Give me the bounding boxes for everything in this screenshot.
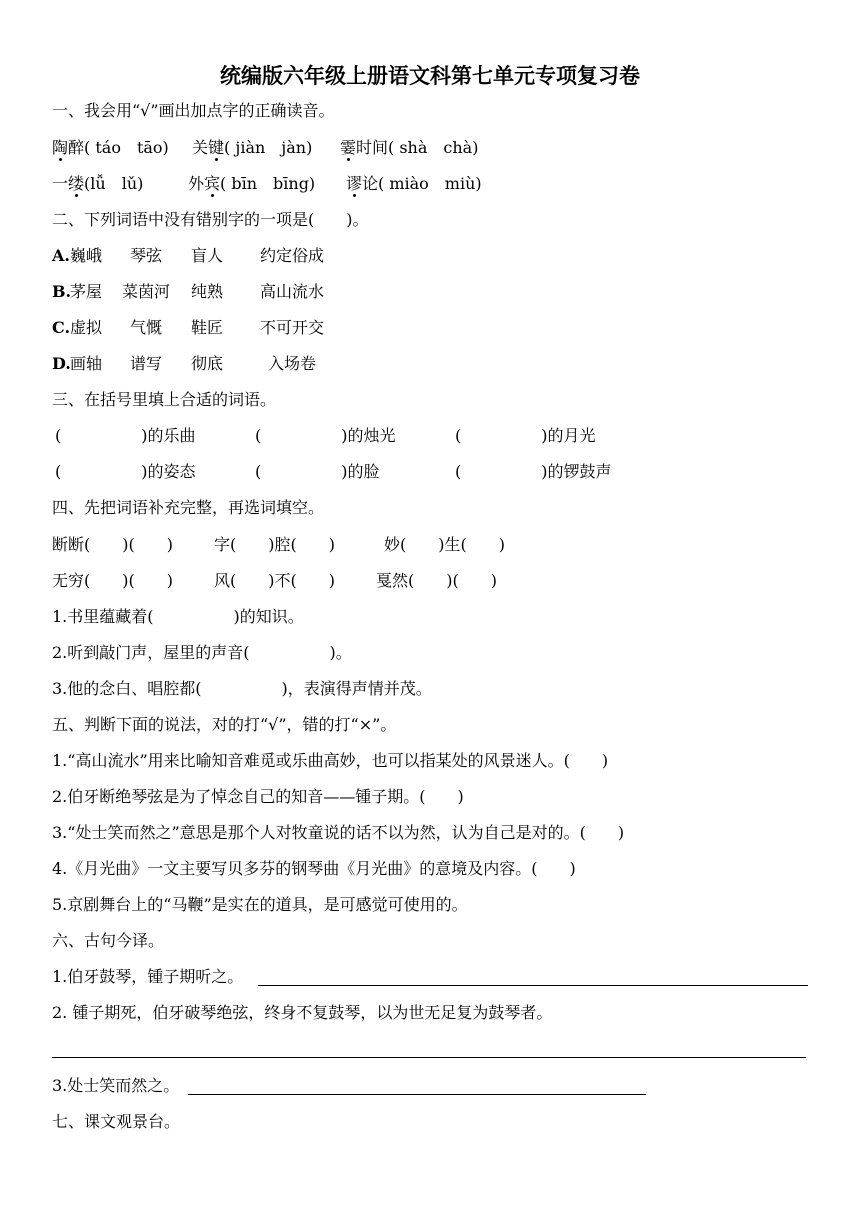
idiom-blank[interactable]: 字( )腔( ) (214, 535, 335, 554)
translate-question: 1.伯牙鼓琴，锺子期听之。 (52, 967, 244, 986)
pinyin-item: 陶醉( táo tāo) (52, 138, 169, 157)
option-label: B. (52, 282, 72, 301)
pinyin-item: 霎时间( shà chà) (340, 138, 479, 157)
fill-blank-item[interactable]: ( )的乐曲 (55, 426, 196, 445)
fill-blank-item[interactable]: ( )的月光 (455, 426, 596, 445)
option-word: 鞋匠 (191, 318, 224, 337)
translate-question: 3.处士笑而然之。 (52, 1076, 180, 1095)
fill-blank-item[interactable]: ( )的姿态 (55, 462, 196, 481)
option-word: 巍峨 (70, 246, 103, 265)
option-label: D. (52, 354, 71, 373)
option-word: 盲人 (191, 246, 224, 265)
option-word: 琴弦 (130, 246, 163, 265)
option-word: 谱写 (130, 354, 163, 373)
judge-item[interactable]: 5.京剧舞台上的“马鞭”是实在的道具，是可感觉可使用的。 (52, 895, 468, 914)
option-word: 气慨 (130, 318, 163, 337)
option-word: 茅屋 (70, 282, 103, 301)
judge-item[interactable]: 4.《月光曲》一文主要写贝多芬的钢琴曲《月光曲》的意境及内容。( ) (52, 859, 576, 878)
section4-heading: 四、先把词语补充完整，再选词填空。 (52, 498, 325, 517)
idiom-blank[interactable]: 妙( )生( ) (384, 535, 505, 554)
section3-heading: 三、在括号里填上合适的词语。 (52, 390, 277, 409)
option-word: 画轴 (70, 354, 103, 373)
fill-question[interactable]: 3.他的念白、唱腔都( )，表演得声情并茂。 (52, 679, 432, 698)
pinyin-item: 一缕(lǚ lǔ) (52, 174, 144, 193)
fill-blank-item[interactable]: ( )的烛光 (255, 426, 396, 445)
fill-blank-item[interactable]: ( )的锣鼓声 (455, 462, 612, 481)
section7-heading: 七、课文观景台。 (52, 1112, 181, 1131)
option-word: 入场卷 (268, 354, 317, 373)
section1-heading: 一、我会用“√”画出加点字的正确读音。 (52, 101, 335, 120)
judge-item[interactable]: 3.“处士笑而然之”意思是那个人对牧童说的话不以为然，认为自己是对的。( ) (52, 823, 625, 842)
idiom-blank[interactable]: 戛然( )( ) (376, 571, 497, 590)
pinyin-item: 关键( jiàn jàn) (192, 138, 313, 157)
option-label: A. (52, 246, 70, 265)
section2-heading: 二、下列词语中没有错别字的一项是( )。 (52, 210, 369, 229)
pinyin-item: 谬论( miào miù) (346, 174, 482, 193)
answer-line[interactable] (52, 1057, 806, 1058)
option-word: 菜茵河 (122, 282, 171, 301)
idiom-blank[interactable]: 断断( )( ) (52, 535, 173, 554)
fill-question[interactable]: 2.听到敲门声，屋里的声音( )。 (52, 643, 352, 662)
idiom-blank[interactable]: 无穷( )( ) (52, 571, 173, 590)
translate-question: 2. 锺子期死，伯牙破琴绝弦，终身不复鼓琴，以为世无足复为鼓琴者。 (52, 1003, 553, 1022)
answer-line[interactable] (258, 985, 808, 986)
fill-blank-item[interactable]: ( )的脸 (255, 462, 380, 481)
option-word: 高山流水 (260, 282, 325, 301)
option-word: 不可开交 (260, 318, 325, 337)
idiom-blank[interactable]: 风( )不( ) (214, 571, 335, 590)
answer-line[interactable] (188, 1094, 646, 1095)
fill-question[interactable]: 1.书里蕴藏着( )的知识。 (52, 607, 304, 626)
judge-item[interactable]: 1.“高山流水”用来比喻知音难觅或乐曲高妙，也可以指某处的风景迷人。( ) (52, 751, 609, 770)
option-word: 纯熟 (191, 282, 224, 301)
section5-heading: 五、判断下面的说法，对的打“√”，错的打“×”。 (52, 715, 397, 734)
option-word: 虚拟 (70, 318, 103, 337)
pinyin-item: 外宾( bīn bīng) (188, 174, 316, 193)
section6-heading: 六、古句今译。 (52, 931, 165, 950)
option-word: 约定俗成 (260, 246, 325, 265)
option-word: 彻底 (191, 354, 224, 373)
page-title: 统编版六年级上册语文科第七单元专项复习卷 (220, 64, 640, 88)
judge-item[interactable]: 2.伯牙断绝琴弦是为了悼念自己的知音——锺子期。( ) (52, 787, 464, 806)
option-label: C. (52, 318, 71, 337)
